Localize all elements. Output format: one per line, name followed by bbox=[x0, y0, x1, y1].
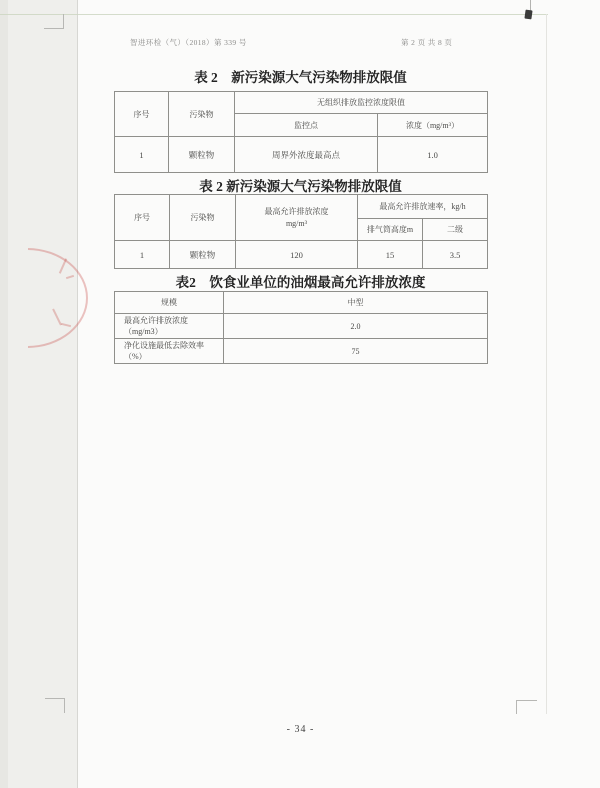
table1-row-serial: 1 bbox=[115, 137, 169, 173]
table2-header-grade2: 二级 bbox=[423, 219, 488, 241]
table3-oil-fume-limits bbox=[114, 291, 488, 364]
table3-title: 表2 饮食业单位的油烟最高允许排放浓度 bbox=[175, 275, 426, 290]
table2-row-serial: 1 bbox=[115, 241, 170, 269]
table2-row-stack-height: 15 bbox=[358, 241, 423, 269]
table2-row-pollutant: 颗粒物 bbox=[170, 241, 236, 269]
table1-header-serial: 序号 bbox=[115, 92, 169, 137]
table3-label-removal-efficiency: 净化设施最低去除效率（%） bbox=[115, 339, 224, 364]
table2-header-pollutant: 污染物 bbox=[170, 195, 236, 241]
page-left-scan-strip bbox=[0, 0, 78, 788]
table2-row-grade2: 3.5 bbox=[423, 241, 488, 269]
crop-mark-bottom-right-h bbox=[516, 700, 537, 701]
table3-value-scale: 中型 bbox=[224, 292, 488, 314]
document-number-header: 智进环检（气）（2018）第 339 号 bbox=[130, 38, 247, 47]
table3-value-max-concentration: 2.0 bbox=[224, 314, 488, 339]
page-left-edge-shadow bbox=[0, 0, 8, 788]
table1-header-concentration: 浓度（mg/m³） bbox=[378, 114, 488, 137]
table2-row-concentration: 120 bbox=[236, 241, 358, 269]
page-count-header: 第 2 页 共 8 页 bbox=[401, 38, 453, 47]
table2-header-stack-height: 排气筒高度m bbox=[358, 219, 423, 241]
table1-header-pollutant: 污染物 bbox=[169, 92, 235, 137]
scan-artifact-blob bbox=[524, 10, 532, 20]
table3-label-max-concentration: 最高允许排放浓度（mg/m3） bbox=[115, 314, 224, 339]
scanner-line-artifact bbox=[0, 14, 548, 15]
table2-header-concentration-line1: 最高允许排放浓度 bbox=[264, 206, 329, 216]
table1-header-monitor-point: 监控点 bbox=[235, 114, 378, 137]
table1-row-pollutant: 颗粒物 bbox=[169, 137, 235, 173]
table1-fugitive-emission-limits bbox=[114, 91, 488, 173]
crop-mark-bottom-right-v bbox=[516, 700, 517, 714]
table2-header-rate-group: 最高允许排放速率，kg/h bbox=[358, 195, 488, 219]
table2-stack-emission-limits bbox=[114, 194, 488, 269]
table1-header-group: 无组织排放监控浓度限值 bbox=[235, 92, 488, 114]
table2-title: 表 2 新污染源大气污染物排放限值 bbox=[199, 179, 402, 194]
table1-title: 表 2 新污染源大气污染物排放限值 bbox=[194, 70, 407, 85]
table1-row-concentration: 1.0 bbox=[378, 137, 488, 173]
page-right-edge bbox=[546, 14, 547, 714]
table2-header-serial: 序号 bbox=[115, 195, 170, 241]
footer-page-number: - 34 - bbox=[286, 724, 315, 735]
table3-header-scale: 规模 bbox=[115, 292, 224, 314]
crop-mark-bottom-left-h bbox=[45, 698, 65, 699]
table3-value-removal-efficiency: 75 bbox=[224, 339, 488, 364]
table2-header-concentration bbox=[236, 195, 358, 241]
crop-mark-top-left-v bbox=[63, 14, 64, 29]
crop-mark-bottom-left-v bbox=[64, 698, 65, 713]
table1-row-monitor-point: 周界外浓度最高点 bbox=[235, 137, 378, 173]
table2-header-concentration-line2: mg/m³ bbox=[285, 218, 308, 228]
crop-mark-top-left-h bbox=[44, 28, 64, 29]
